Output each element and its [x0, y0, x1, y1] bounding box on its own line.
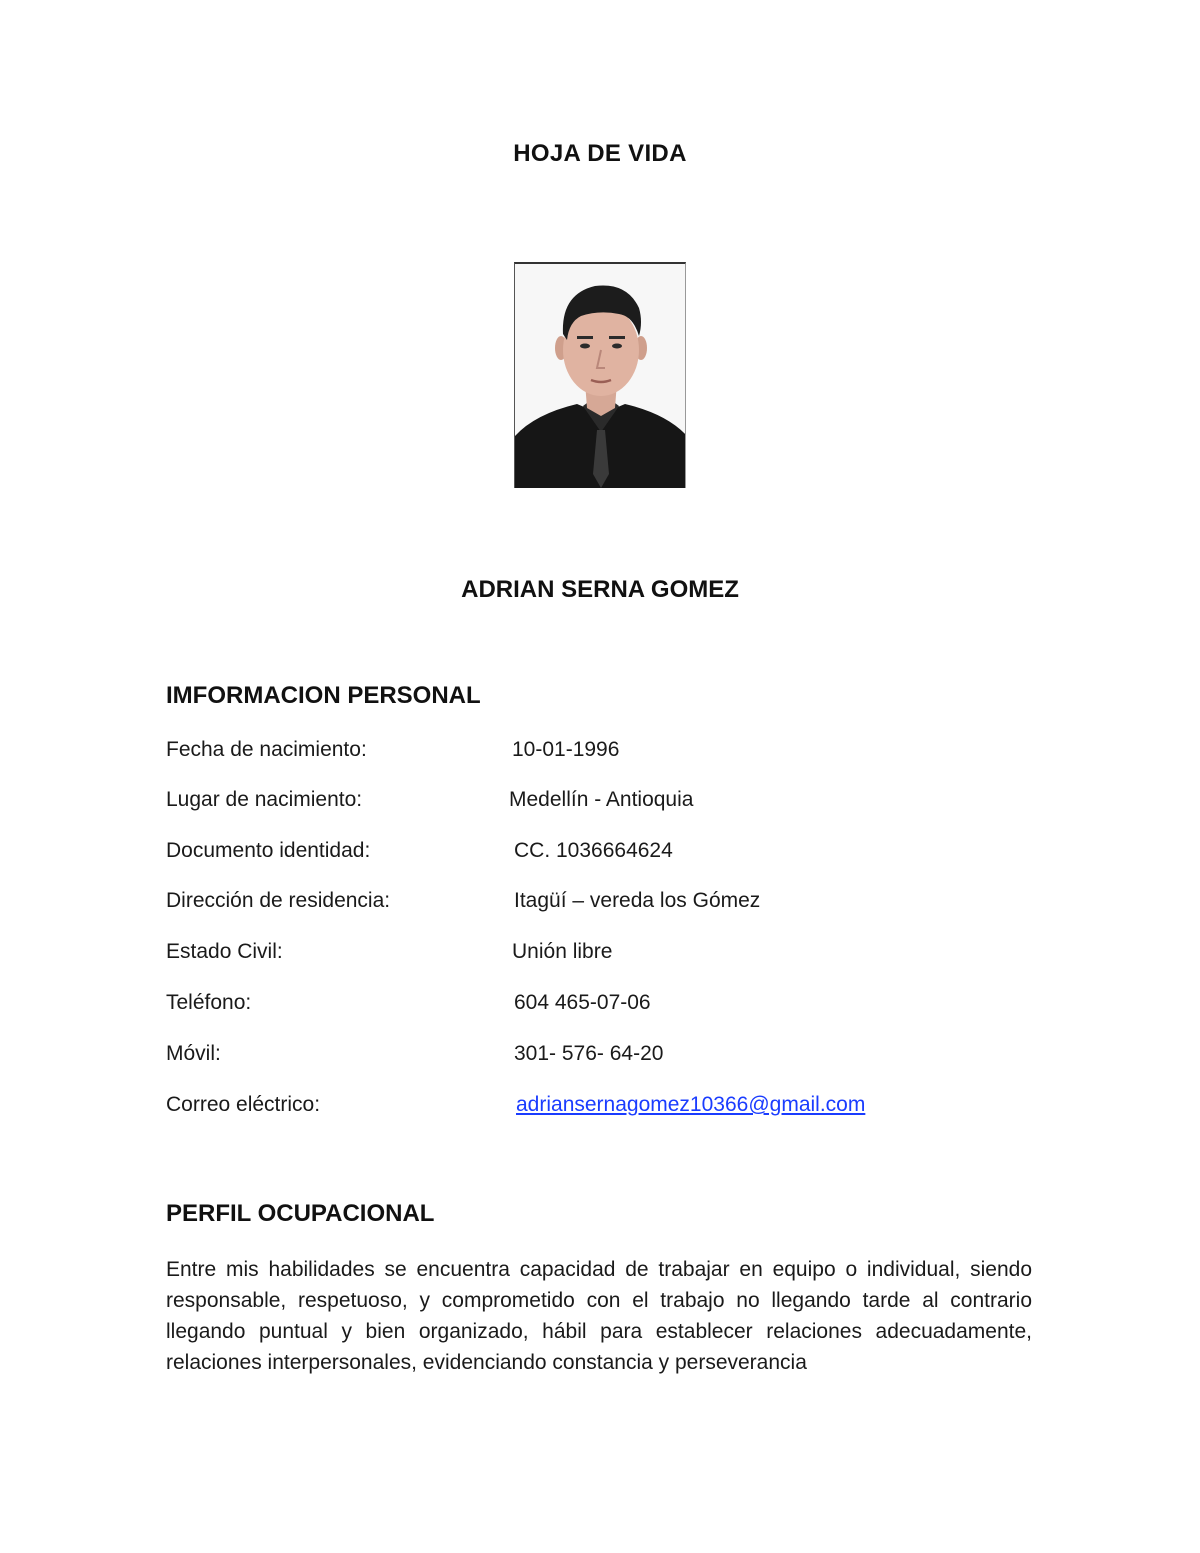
profile-text: Entre mis habilidades se encuentra capacidad de trabajar en equipo o individual, siendo responsable, respetuoso, y comprometido con el trabajo no llegando tarde al contrario llegando puntual y bien organizado, hábil para establecer relaciones adecuadamente, relaciones interpersonales, evidenciando constancia y perseverancia [166, 1258, 1032, 1374]
id-document-value: CC. 1036664624 [514, 839, 673, 862]
email-link[interactable]: adriansernagomez10366@gmail.com [516, 1093, 866, 1116]
address-value: Itagüí – vereda los Gómez [514, 889, 761, 912]
civil-status-label: Estado Civil: [166, 940, 283, 963]
mobile-value: 301- 576- 64-20 [514, 1042, 664, 1065]
birth-date-label: Fecha de nacimiento: [166, 738, 367, 761]
personal-info-heading: IMFORMACION PERSONAL [166, 682, 481, 709]
profile-photo [514, 262, 686, 488]
person-portrait-icon [515, 264, 686, 488]
document-title: HOJA DE VIDA [513, 140, 687, 167]
mobile-label: Móvil: [166, 1042, 221, 1065]
birth-place-value: Medellín - Antioquia [509, 788, 694, 811]
person-name: ADRIAN SERNA GOMEZ [461, 576, 739, 603]
birth-place-label: Lugar de nacimiento: [166, 788, 363, 811]
id-document-label: Documento identidad: [166, 839, 371, 862]
civil-status-value: Unión libre [512, 940, 613, 963]
phone-label: Teléfono: [166, 991, 252, 1014]
email-label: Correo eléctrico: [166, 1093, 321, 1116]
address-label: Dirección de residencia: [166, 889, 391, 912]
birth-date-value: 10-01-1996 [512, 738, 620, 761]
profile-heading: PERFIL OCUPACIONAL [166, 1200, 435, 1227]
phone-value: 604 465-07-06 [514, 991, 651, 1014]
